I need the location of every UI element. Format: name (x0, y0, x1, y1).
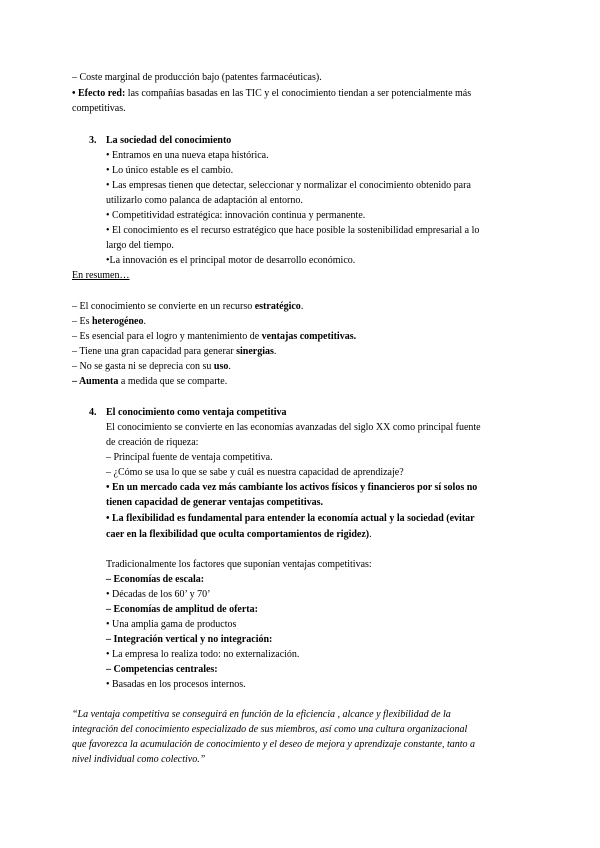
list-item: • La flexibilidad es fundamental para entender la economía actual y la sociedad (evitar (106, 513, 475, 524)
list-item: • En un mercado cada vez más cambiante los activos físicos y financieros por sí solos no (106, 482, 478, 493)
list-item: •La innovación es el principal motor de desarrollo económico. (106, 255, 356, 266)
factor-heading: – Competencias centrales: (106, 664, 218, 675)
text-line: competitivas. (72, 103, 126, 114)
text-line: largo del tiempo. (106, 240, 174, 251)
factor-heading: – Economías de amplitud de oferta: (106, 604, 258, 615)
list-item: – No se gasta ni se deprecia con su uso. (72, 361, 231, 372)
quote-line: nivel individual como colectivo.” (72, 754, 206, 765)
section-heading: 3. La sociedad del conocimiento (89, 135, 232, 146)
quote-line: que favorezca la acumulación de conocimiento y el deseo de mejora y aprendizaje constante, tanto a (72, 739, 476, 750)
factor-heading: – Economías de escala: (106, 574, 205, 585)
paragraph-line: Tradicionalmente los factores que suponían ventajas competitivas: (106, 559, 372, 570)
list-item: • Competitividad estratégica: innovación continua y permanente. (106, 210, 366, 221)
summary-heading: En resumen… (72, 270, 130, 281)
list-item: – Tiene una gran capacidad para generar sinergias. (72, 346, 277, 357)
list-item: • Una amplia gama de productos (106, 619, 237, 630)
list-item: • Las empresas tienen que detectar, seleccionar y normalizar el conocimiento obtenido para (106, 180, 471, 191)
list-item: – El conocimiento se convierte en un recurso estratégico. (72, 301, 304, 312)
text-line: • Efecto red: las compañías basadas en las TIC y el conocimiento tiendan a ser potencialmente más (72, 88, 472, 99)
quote-line: integración del conocimiento especializado de sus miembros, así como una cultura organizacional (72, 724, 468, 735)
paragraph-line: El conocimiento se convierte en las economías avanzadas del siglo XX como principal fuente (106, 422, 481, 433)
list-item: – Es heterogéneo. (72, 316, 146, 327)
quote-line: “La ventaja competitiva se conseguirá en función de la eficiencia , alcance y flexibilidad de la (72, 709, 451, 720)
list-item: – Es esencial para el logro y mantenimiento de ventajas competitivas. (72, 331, 357, 342)
list-item: – Principal fuente de ventaja competitiva. (106, 452, 273, 463)
factor-heading: – Integración vertical y no integración: (106, 634, 273, 645)
list-item: – ¿Cómo se usa lo que se sabe y cuál es nuestra capacidad de aprendizaje? (106, 467, 404, 478)
text-line: – Coste marginal de producción bajo (patentes farmacéuticas). (72, 72, 322, 83)
list-item: • El conocimiento es el recurso estratégico que hace posible la sostenibilidad empresarial a lo (106, 225, 480, 236)
list-item: • Lo único estable es el cambio. (106, 165, 234, 176)
text-line: utilizarlo como palanca de adaptación al entorno. (106, 195, 303, 206)
list-item: • Décadas de los 60’ y 70’ (106, 589, 211, 600)
text-line: tienen capacidad de generar ventajas competitivas. (106, 497, 324, 508)
text-line: caer en la flexibilidad que oculta comportamientos de rigidez). (106, 529, 372, 540)
list-item: • Entramos en una nueva etapa histórica. (106, 150, 269, 161)
list-item: • Basadas en los procesos internos. (106, 679, 246, 690)
paragraph-line: de creación de riqueza: (106, 437, 199, 448)
section-heading: 4. El conocimiento como ventaja competitiva (89, 407, 287, 418)
list-item: – Aumenta a medida que se comparte. (72, 376, 228, 387)
list-item: • La empresa lo realiza todo: no externalización. (106, 649, 300, 660)
